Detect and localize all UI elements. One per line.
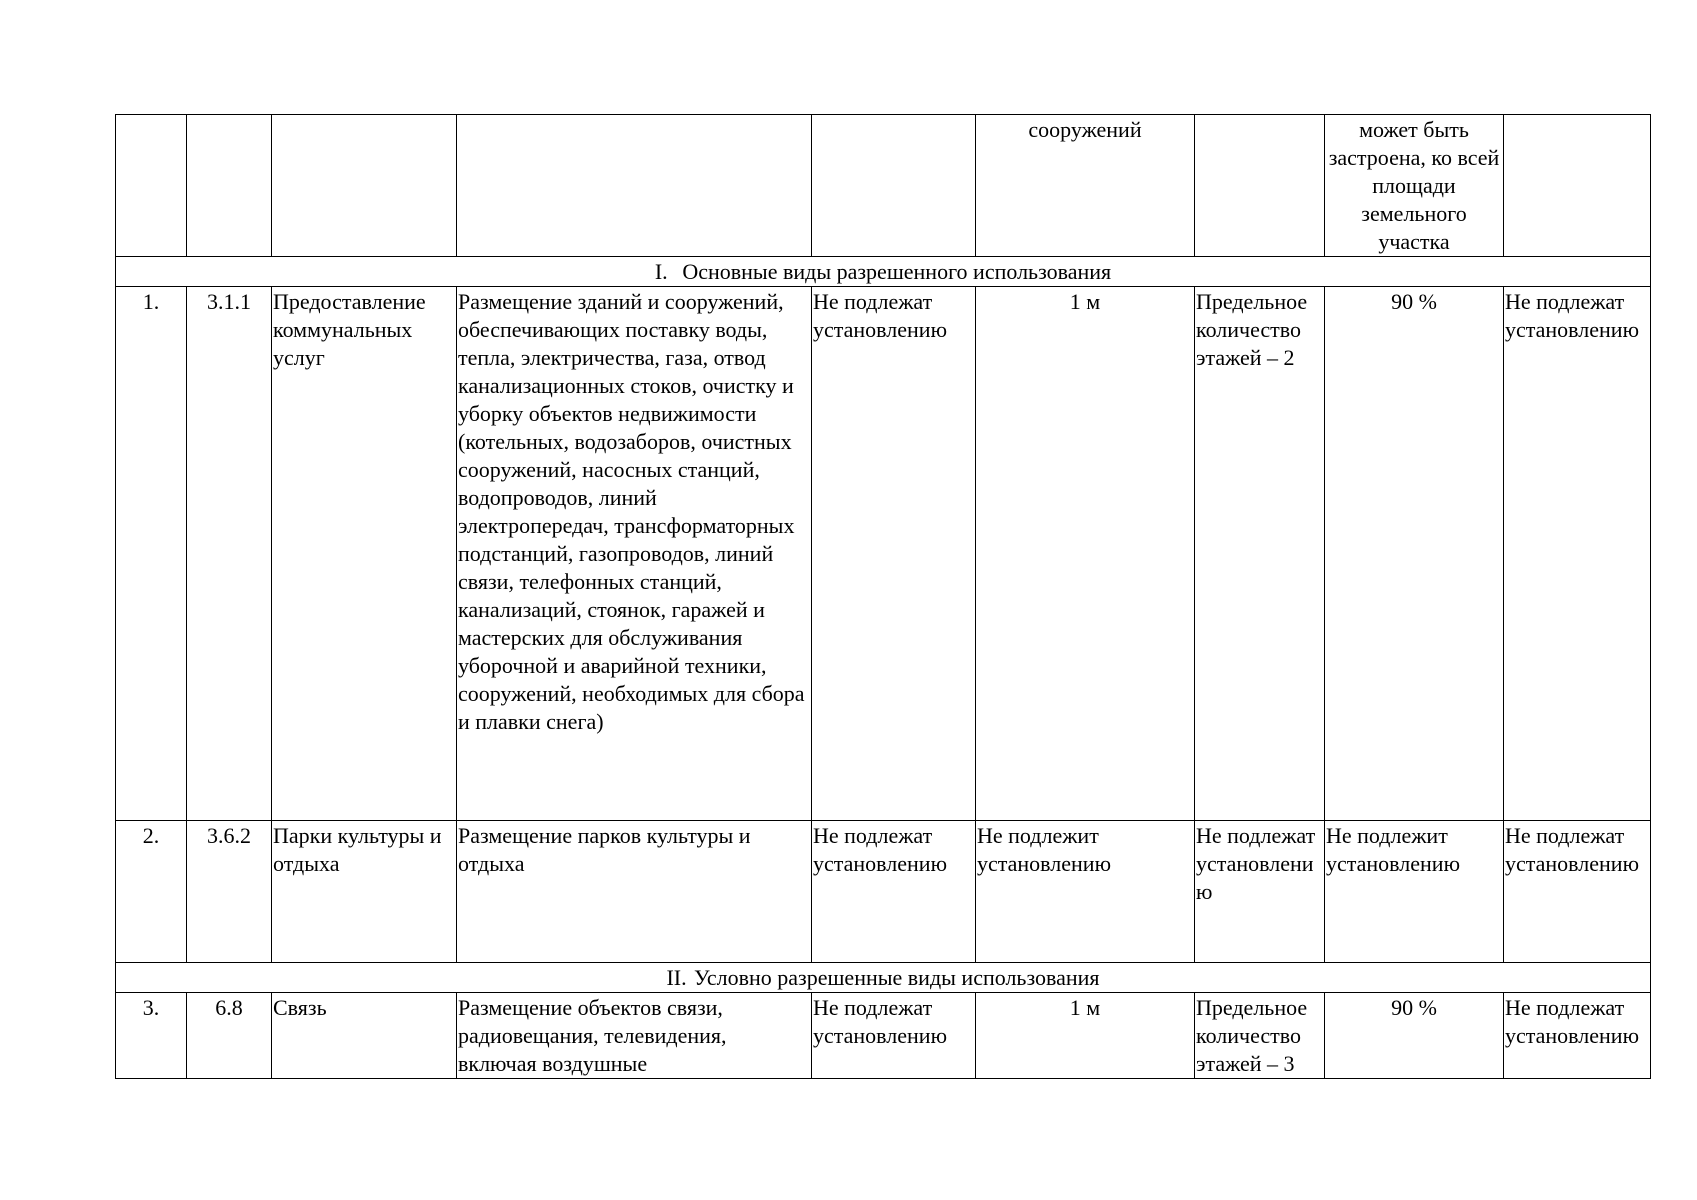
continuation-row: [116, 115, 1651, 257]
use-description: Размещение зданий и сооружений, обеспечивающих поставку воды, тепла, электричества, газа, отвод канализационных стоков, очистку и уборку объектов недвижимости (котельных, водозаборов, очистных сооружений, насосных станций, водопроводов, линий электропередач, трансформаторных подстанций, газопроводов, линий связи, телефонных станций, канализаций, стоянок, гаражей и мастерских для обслуживания уборочной и аварийной техники, сооружений, необходимых для сбора и плавки снега): [457, 287, 812, 821]
section-row: [116, 963, 1651, 993]
section-numeral: II.: [666, 965, 687, 990]
cell-setback: Не подлежит установлению: [976, 821, 1195, 963]
cell-other: Не подлежат установлению: [1504, 287, 1651, 821]
use-description: Размещение парков культуры и отдыха: [457, 821, 812, 963]
cell-coverage: 90 %: [1325, 287, 1504, 821]
cell-coverage: Не подлежит установлению: [1325, 821, 1504, 963]
cell-empty: [116, 115, 187, 257]
section-title: Основные виды разрешенного использования: [682, 259, 1112, 284]
land-use-table: [115, 114, 1651, 1079]
table-row: [116, 287, 1651, 821]
table-row: [116, 821, 1651, 963]
use-name: Предоставление коммунальных услуг: [272, 287, 457, 821]
cell-floors: Предельное количество этажей – 2: [1195, 287, 1325, 821]
row-number: 3.: [116, 993, 187, 1079]
use-code: 6.8: [187, 993, 272, 1079]
section-header: [116, 963, 1651, 993]
cell-other: Не подлежат установлению: [1504, 993, 1651, 1079]
cell-empty: [272, 115, 457, 257]
use-code: 3.6.2: [187, 821, 272, 963]
cell-floors: Предельное количество этажей – 3: [1195, 993, 1325, 1079]
table-row: [116, 993, 1651, 1079]
cell-plot-size: Не подлежат установлению: [812, 821, 976, 963]
cell-empty: [1195, 115, 1325, 257]
cell-plot-size: Не подлежат установлению: [812, 993, 976, 1079]
use-code: 3.1.1: [187, 287, 272, 821]
section-header: [116, 257, 1651, 287]
section-numeral: I.: [654, 259, 668, 284]
cell-floors: Не подлежат установлению: [1195, 821, 1325, 963]
use-name: Парки культуры и отдыха: [272, 821, 457, 963]
cell-plot-size: Не подлежат установлению: [812, 287, 976, 821]
section-title: Условно разрешенные виды использования: [693, 965, 1100, 990]
row-number: 1.: [116, 287, 187, 821]
cell-setback: 1 м: [976, 993, 1195, 1079]
row-number: 2.: [116, 821, 187, 963]
use-description: Размещение объектов связи, радиовещания, телевидения, включая воздушные: [457, 993, 812, 1079]
cell-setback: 1 м: [976, 287, 1195, 821]
cell-other: Не подлежат установлению: [1504, 821, 1651, 963]
use-name: Связь: [272, 993, 457, 1079]
cell-coverage: 90 %: [1325, 993, 1504, 1079]
cell-setback: сооружений: [976, 115, 1195, 257]
cell-empty: [187, 115, 272, 257]
cell-coverage: может быть застроена, ко всей площади земельного участка: [1325, 115, 1504, 257]
section-row: [116, 257, 1651, 287]
cell-empty: [812, 115, 976, 257]
cell-empty: [1504, 115, 1651, 257]
cell-empty: [457, 115, 812, 257]
